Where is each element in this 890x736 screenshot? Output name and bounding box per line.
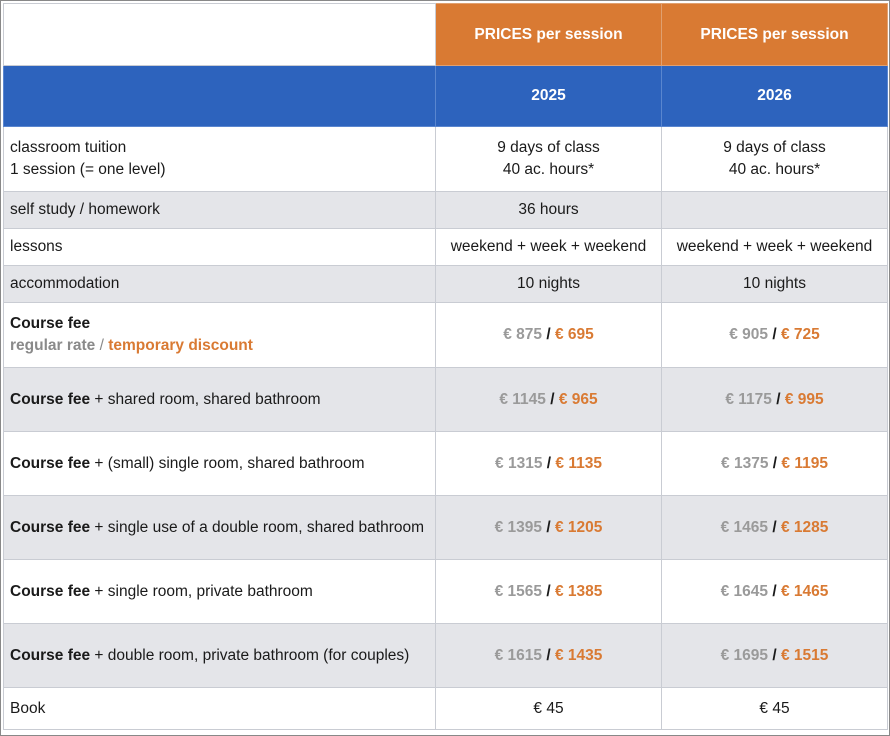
discount-price: € 965 (558, 390, 598, 408)
tuition-2025-line2: 40 ac. hours* (502, 161, 595, 178)
temporary-discount-label: temporary discount (108, 337, 253, 354)
regular-price: € 1175 (725, 390, 772, 408)
row-label-option (4, 432, 436, 496)
accommodation-2026: 10 nights (662, 266, 888, 303)
price-separator: / (768, 326, 781, 343)
option-description: + single use of a double room, shared bathroom (90, 518, 425, 536)
option-price-2025 (436, 560, 662, 624)
discount-price: € 1205 (554, 518, 603, 536)
discount-price: € 1465 (780, 582, 829, 600)
course-fee-bold: Course fee (10, 390, 91, 408)
regular-price: € 905 (729, 326, 769, 343)
price-separator: / (545, 390, 559, 408)
regular-price: € 1695 (720, 646, 769, 664)
option-price-2026 (662, 624, 888, 688)
discount-price: € 1195 (781, 454, 828, 472)
price-separator: / (542, 454, 556, 472)
discount-price: € 1515 (780, 646, 829, 664)
table-row-book (4, 688, 888, 730)
lessons-2025: weekend + week + weekend (436, 229, 662, 266)
regular-price: € 1375 (721, 454, 769, 472)
tuition-label-line2: 1 session (= one level) (10, 161, 166, 178)
tuition-label-line1: classroom tuition (10, 139, 127, 156)
row-label-accommodation: accommodation (4, 266, 436, 303)
option-description: + double room, private bathroom (for couples) (90, 646, 410, 664)
self-study-2026 (662, 192, 888, 229)
option-price-2026 (662, 432, 888, 496)
row-label-option (4, 368, 436, 432)
course-fee-2026 (662, 303, 888, 368)
regular-price: € 1615 (494, 646, 543, 664)
row-label-option (4, 496, 436, 560)
lessons-2026: weekend + week + weekend (662, 229, 888, 266)
year-blank-cell (4, 66, 436, 127)
option-price-2025 (436, 624, 662, 688)
header-prices-2025: PRICES per session (436, 4, 662, 66)
price-separator: / (542, 326, 555, 343)
discount-price: € 1135 (555, 454, 602, 472)
year-2025: 2025 (436, 66, 662, 127)
table-row-accommodation (4, 266, 888, 303)
discount-price: € 1285 (780, 518, 829, 536)
course-fee-bold: Course fee (10, 582, 91, 600)
option-price-2026 (662, 560, 888, 624)
price-separator: / (768, 454, 782, 472)
row-label-book: Book (4, 688, 436, 730)
regular-price: € 875 (503, 326, 543, 343)
tuition-2025-line1: 9 days of class (497, 139, 600, 156)
option-description: + (small) single room, shared bathroom (90, 454, 365, 472)
course-fee-bold: Course fee (10, 646, 91, 664)
option-description: + single room, private bathroom (90, 582, 313, 600)
regular-price: € 1145 (499, 390, 546, 408)
discount-price: € 695 (554, 326, 594, 343)
header-row-years (4, 66, 888, 127)
discount-price: € 1435 (554, 646, 603, 664)
price-separator: / (771, 390, 785, 408)
header-blank-cell (4, 4, 436, 66)
tuition-2026-line1: 9 days of class (723, 139, 826, 156)
self-study-2025: 36 hours (436, 192, 662, 229)
course-fee-rate-legend (10, 335, 429, 357)
row-label-option (4, 560, 436, 624)
course-fee-title: Course fee (10, 315, 91, 332)
price-separator: / (542, 646, 555, 664)
price-separator: / (542, 582, 555, 600)
option-price-2026 (662, 368, 888, 432)
price-separator: / (768, 646, 781, 664)
regular-price: € 1565 (494, 582, 543, 600)
row-label-self-study: self study / homework (4, 192, 436, 229)
row-label-option (4, 624, 436, 688)
year-2026: 2026 (662, 66, 888, 127)
table-row-option-single-private (4, 560, 888, 624)
header-row-prices (4, 4, 888, 66)
tuition-2026 (662, 127, 888, 192)
regular-price: € 1395 (494, 518, 543, 536)
rate-legend-separator: / (95, 337, 109, 354)
header-prices-2026: PRICES per session (662, 4, 888, 66)
regular-rate-label: regular rate (10, 337, 96, 354)
course-fee-2025 (436, 303, 662, 368)
row-label-tuition (4, 127, 436, 192)
table-row-option-double-private (4, 624, 888, 688)
option-price-2025 (436, 368, 662, 432)
table-row-option-single-use-double (4, 496, 888, 560)
row-label-lessons: lessons (4, 229, 436, 266)
regular-price: € 1645 (720, 582, 769, 600)
price-separator: / (542, 518, 555, 536)
tuition-2026-line2: 40 ac. hours* (728, 161, 821, 178)
accommodation-2025: 10 nights (436, 266, 662, 303)
discount-price: € 1385 (554, 582, 603, 600)
table-row-option-small-single-room (4, 432, 888, 496)
table-row-lessons (4, 229, 888, 266)
option-price-2025 (436, 432, 662, 496)
course-fee-bold: Course fee (10, 518, 91, 536)
row-label-course-fee (4, 303, 436, 368)
discount-price: € 725 (780, 326, 820, 343)
course-fee-bold: Course fee (10, 454, 91, 472)
book-2025: € 45 (436, 688, 662, 730)
table-row-self-study (4, 192, 888, 229)
tuition-2025 (436, 127, 662, 192)
price-table (3, 3, 888, 730)
table-row-course-fee (4, 303, 888, 368)
price-separator: / (768, 582, 781, 600)
table-row-tuition (4, 127, 888, 192)
option-description: + shared room, shared bathroom (90, 390, 321, 408)
discount-price: € 995 (784, 390, 824, 408)
table-row-option-shared-room (4, 368, 888, 432)
price-separator: / (768, 518, 781, 536)
option-price-2026 (662, 496, 888, 560)
regular-price: € 1465 (720, 518, 769, 536)
book-2026: € 45 (662, 688, 888, 730)
option-price-2025 (436, 496, 662, 560)
regular-price: € 1315 (495, 454, 543, 472)
